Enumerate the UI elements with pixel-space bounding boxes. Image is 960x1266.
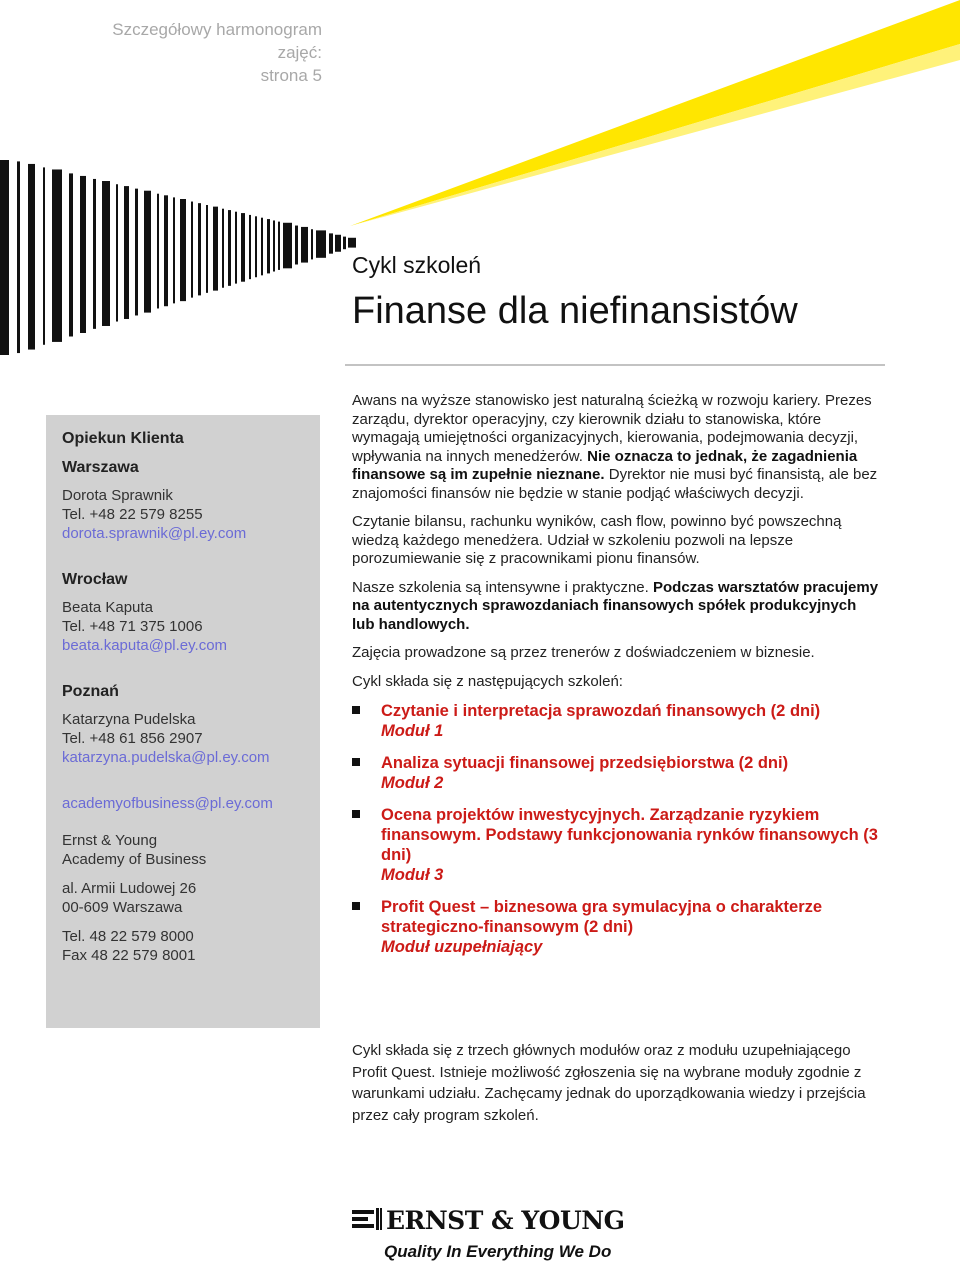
barcode-stripe: [206, 205, 208, 293]
barcode-stripe: [173, 197, 175, 303]
contact-phone: Tel. +48 22 579 8255: [62, 506, 203, 523]
barcode-stripe: [301, 227, 308, 263]
general-email-link[interactable]: academyofbusiness@pl.ey.com: [62, 795, 273, 812]
company-fax: Fax 48 22 579 8001: [62, 947, 196, 964]
contact-email-link[interactable]: dorota.sprawnik@pl.ey.com: [62, 525, 247, 542]
address-line-2: 00-609 Warszawa: [62, 899, 183, 916]
company-address: [62, 879, 320, 917]
office-city: Wrocław: [62, 571, 128, 588]
office-poznan: [62, 682, 320, 767]
barcode-stripe: [116, 184, 118, 321]
course-list-intro: Cykl składa się z następujących szkoleń:: [352, 672, 623, 690]
barcode-stripe: [0, 160, 9, 355]
address-line-1: al. Armii Ludowej 26: [62, 880, 197, 897]
header-line-1: Szczegółowy harmonogram zajęć:: [112, 20, 322, 62]
intro-paragraph: [352, 392, 880, 503]
barcode-stripe: [228, 210, 231, 286]
barcode-stripe: [17, 161, 20, 353]
course-module: Moduł 2: [381, 774, 444, 792]
office-city: Warszawa: [62, 459, 139, 476]
barcode-stripe: [273, 220, 275, 271]
barcode-stripe: [144, 191, 151, 313]
yellow-beam-graphic: [330, 0, 960, 240]
contact-title: Opiekun Klienta: [62, 430, 184, 447]
square-bullet-icon: [352, 902, 360, 910]
barcode-stripe: [191, 202, 193, 298]
general-contact: [62, 794, 320, 813]
list-item: [352, 753, 880, 793]
contact-sidebar: [46, 415, 320, 1028]
paragraph-3-bold: Podczas warsztatów pracujemy na autentycznych sprawozdaniach finansowych spółek produkcyjnych lub handlowych.: [352, 578, 879, 633]
company-line-2: Academy of Business: [62, 851, 207, 868]
course-list: [352, 701, 880, 957]
barcode-stripe: [311, 229, 313, 259]
intro-bold-text: Nie oznacza to jednak, że zagadnienia finansowe są im zupełnie nieznane.: [352, 447, 858, 483]
barcode-graphic: [0, 160, 360, 355]
title-divider: [345, 364, 885, 366]
barcode-stripe: [343, 237, 346, 250]
intro-tail-text: Dyrektor nie musi być finansistą, ale bez znajomości finansów nie będzie w stanie podjąć właściwych decyzji.: [352, 466, 878, 502]
logo-tagline: Quality In Everything We Do: [384, 1242, 612, 1261]
course-module: Moduł 1: [381, 722, 444, 740]
barcode-stripe: [43, 167, 45, 344]
contact-phone: Tel. +48 71 375 1006: [62, 618, 203, 635]
barcode-stripe: [335, 235, 341, 252]
barcode-stripe: [222, 209, 224, 288]
list-item: [352, 897, 880, 957]
list-item: [352, 805, 880, 885]
barcode-stripe: [198, 203, 201, 295]
barcode-stripe: [93, 179, 96, 329]
office-city: Poznań: [62, 683, 119, 700]
barcode-stripe: [283, 223, 292, 269]
barcode-stripe: [135, 189, 138, 316]
header-line-2: strona 5: [260, 66, 322, 85]
main-content: [352, 392, 880, 969]
barcode-stripe: [316, 230, 326, 257]
contact-name: Beata Kaputa: [62, 599, 153, 616]
contact-name: Dorota Sprawnik: [62, 487, 173, 504]
logo-wordmark: ERNST & YOUNG: [386, 1206, 625, 1235]
ey-mark-icon: [352, 1208, 382, 1232]
barcode-stripe: [180, 199, 186, 301]
square-bullet-icon: [352, 810, 360, 818]
page-title: Finanse dla niefinansistów: [352, 290, 798, 332]
barcode-stripe: [157, 194, 159, 309]
square-bullet-icon: [352, 758, 360, 766]
course-module: Moduł uzupełniający: [381, 938, 543, 956]
office-wroclaw: [62, 570, 320, 655]
barcode-stripe: [80, 176, 86, 333]
company-logo: [352, 1206, 625, 1264]
barcode-stripe: [255, 216, 257, 277]
barcode-stripe: [213, 207, 218, 291]
barcode-stripe: [28, 164, 35, 350]
barcode-stripe: [261, 218, 263, 276]
barcode-stripe: [278, 222, 280, 270]
square-bullet-icon: [352, 706, 360, 714]
paragraph-2: Czytanie bilansu, rachunku wyników, cash flow, powinno być powszechną wiedzą każdego menedżera. Udział w szkoleniu pozwoli na lepsze porozumiewanie się z pracownikami pionu finansów.: [352, 513, 842, 567]
cycle-label: Cykl szkoleń: [352, 252, 482, 278]
course-title: Ocena projektów inwestycyjnych. Zarządzanie ryzykiem finansowym. Podstawy funkcjonowania rynków finansowych (3 dni): [381, 806, 878, 864]
barcode-stripe: [124, 186, 129, 319]
barcode-stripe: [241, 213, 245, 282]
program-summary: Cykl składa się z trzech głównych modułów oraz z modułu uzupełniającego Profit Quest. Istnieje możliwość zgłoszenia się na wybrane moduły zgodnie z warunkami udziału. Zachęcamy jednak do uporządkowania wiedzy i przejścia przez cały program szkoleń.: [352, 1042, 866, 1124]
company-phone-fax: [62, 927, 320, 965]
paragraph-3: [352, 579, 880, 635]
company-line-1: Ernst & Young: [62, 832, 158, 849]
course-title: Profit Quest – biznesowa gra symulacyjna o charakterze strategiczno-finansowym (2 dni): [381, 898, 823, 936]
paragraph-4: Zajęcia prowadzone są przez trenerów z doświadczeniem w biznesie.: [352, 644, 815, 661]
paragraph-3-text: Nasze szkolenia są intensywne i praktyczne.: [352, 578, 653, 596]
barcode-stripe: [295, 226, 298, 265]
list-item: [352, 701, 880, 741]
company-tel: Tel. 48 22 579 8000: [62, 928, 194, 945]
course-title: Czytanie i interpretacja sprawozdań finansowych (2 dni): [381, 702, 821, 720]
page-header: [70, 18, 322, 87]
barcode-stripe: [69, 173, 73, 336]
barcode-stripe: [52, 169, 62, 341]
intro-text: Awans na wyższe stanowisko jest naturalną ścieżką w rozwoju kariery. Prezes zarządu, dyrektor operacyjny, czy kierownik działu to stanowiska, które wymagają umiejętności organizacyjnych, kierowania, podejmowania decyzji, wpływania na innych menedżerów.: [352, 392, 872, 465]
contact-email-link[interactable]: beata.kaputa@pl.ey.com: [62, 637, 228, 654]
barcode-stripe: [267, 219, 270, 273]
contact-email-link[interactable]: katarzyna.pudelska@pl.ey.com: [62, 749, 270, 766]
office-warszawa: [62, 458, 320, 543]
company-name: [62, 831, 320, 869]
course-module: Moduł 3: [381, 866, 444, 884]
course-title: Analiza sytuacji finansowej przedsiębiorstwa (2 dni): [381, 754, 789, 772]
barcode-stripe: [164, 195, 168, 306]
barcode-stripe: [249, 215, 251, 279]
contact-name: Katarzyna Pudelska: [62, 711, 196, 728]
barcode-stripe: [235, 212, 237, 284]
barcode-stripe: [102, 181, 110, 326]
barcode-stripe: [329, 233, 333, 253]
contact-phone: Tel. +48 61 856 2907: [62, 730, 203, 747]
barcode-stripe: [348, 238, 356, 248]
